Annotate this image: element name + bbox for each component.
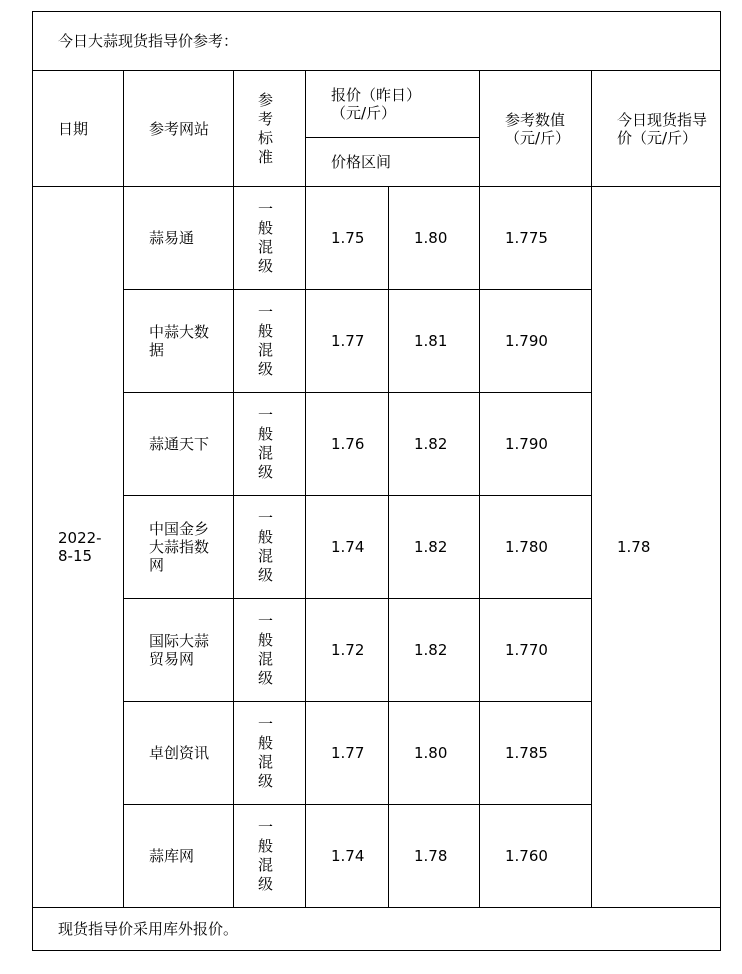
header-ref-value: 参考数值（元/斤） [480, 71, 592, 187]
high-price-cell: 1.78 [389, 805, 480, 908]
high-price-cell: 1.82 [389, 599, 480, 702]
high-price-cell: 1.82 [389, 496, 480, 599]
header-date: 日期 [33, 71, 124, 187]
high-price-cell: 1.80 [389, 702, 480, 805]
table-footer-note: 现货指导价采用库外报价。 [33, 908, 721, 951]
price-table [32, 11, 721, 951]
site-cell: 卓创资讯 [124, 702, 234, 805]
standard-cell: 一般混级 [234, 599, 306, 702]
table-title: 今日大蒜现货指导价参考： [33, 12, 721, 71]
header-standard: 参考标准 [234, 71, 306, 187]
high-price-cell: 1.80 [389, 187, 480, 290]
header-guide-price: 今日现货指导价（元/斤） [592, 71, 721, 187]
low-price-cell: 1.76 [306, 393, 389, 496]
ref-value-cell: 1.785 [480, 702, 592, 805]
high-price-cell: 1.81 [389, 290, 480, 393]
standard-cell: 一般混级 [234, 805, 306, 908]
ref-value-cell: 1.790 [480, 290, 592, 393]
site-cell: 蒜通天下 [124, 393, 234, 496]
standard-cell: 一般混级 [234, 290, 306, 393]
ref-value-cell: 1.775 [480, 187, 592, 290]
low-price-cell: 1.74 [306, 496, 389, 599]
table-row [33, 187, 721, 290]
header-site: 参考网站 [124, 71, 234, 187]
site-cell: 中国金乡大蒜指数网 [124, 496, 234, 599]
ref-value-cell: 1.780 [480, 496, 592, 599]
low-price-cell: 1.75 [306, 187, 389, 290]
high-price-cell: 1.82 [389, 393, 480, 496]
standard-cell: 一般混级 [234, 187, 306, 290]
ref-value-cell: 1.760 [480, 805, 592, 908]
header-quote: 报价（昨日）（元/斤） [306, 71, 480, 138]
site-cell: 蒜库网 [124, 805, 234, 908]
site-cell: 中蒜大数据 [124, 290, 234, 393]
standard-cell: 一般混级 [234, 393, 306, 496]
low-price-cell: 1.77 [306, 290, 389, 393]
low-price-cell: 1.77 [306, 702, 389, 805]
standard-cell: 一般混级 [234, 496, 306, 599]
standard-cell: 一般混级 [234, 702, 306, 805]
ref-value-cell: 1.790 [480, 393, 592, 496]
guide-price-cell: 1.78 [592, 187, 721, 908]
low-price-cell: 1.74 [306, 805, 389, 908]
ref-value-cell: 1.770 [480, 599, 592, 702]
header-range: 价格区间 [306, 138, 480, 187]
date-cell: 2022-8-15 [33, 187, 124, 908]
site-cell: 蒜易通 [124, 187, 234, 290]
low-price-cell: 1.72 [306, 599, 389, 702]
site-cell: 国际大蒜贸易网 [124, 599, 234, 702]
